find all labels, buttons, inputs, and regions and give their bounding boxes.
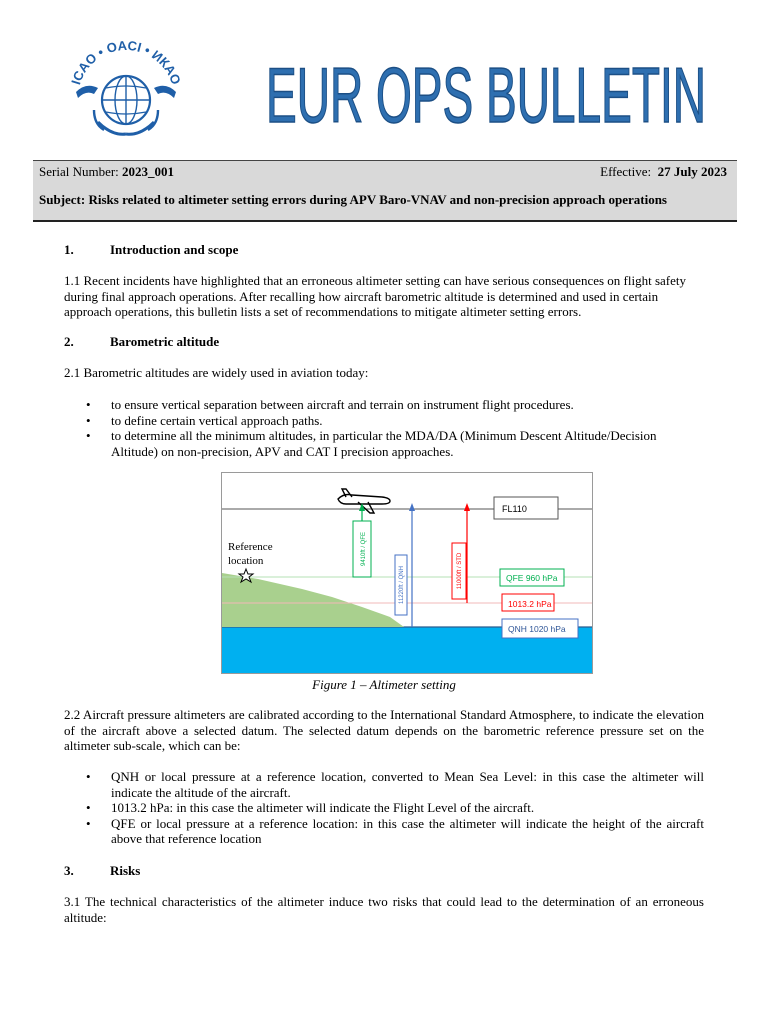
reference-label-line1: Reference (228, 541, 273, 553)
bullet-list-datums (84, 769, 704, 847)
list-item: • QNH or local pressure at a reference location, converted to Mean Sea Level: in this case the altimeter will indicate the altitude of the aircraft. (84, 769, 704, 800)
effective-date: Effective: 27 July 2023 (600, 164, 727, 179)
paragraph-2-1: 2.1 Barometric altitudes are widely used in aviation today: (64, 365, 369, 380)
list-item: • to ensure vertical separation between aircraft and terrain on instrument flight procedures. (84, 397, 704, 413)
qfe-value-label: 9410ft / QFE (361, 531, 367, 567)
icao-logo (64, 36, 188, 144)
fl110-label: FL110 (502, 504, 527, 514)
svg-text:EUR OPS BULLETIN: EUR OPS BULLETIN (266, 56, 706, 136)
std-value-label: 11000ft / STD (457, 552, 463, 590)
altimeter-figure (221, 472, 593, 674)
serial-band (33, 160, 737, 222)
list-item: • 1013.2 hPa: in this case the altimeter will indicate the Flight Level of the aircraft. (84, 800, 704, 816)
bulletin-title (260, 56, 720, 136)
list-item: • to define certain vertical approach paths. (84, 413, 704, 429)
reference-label-line2: location (228, 555, 264, 567)
figure-caption: Figure 1 – Altimeter setting (312, 677, 456, 692)
paragraph-3-1: 3.1 The technical characteristics of the altimeter induce two risks that could lead to the determination of an erroneous altitude: (64, 894, 704, 925)
section-1-heading: 1. Introduction and scope (64, 242, 239, 257)
subject-line: Subject: Risks related to altimeter setting errors during APV Baro-VNAV and non-precision approach operations (39, 192, 667, 207)
qfe-label: QFE 960 hPa (506, 573, 558, 583)
qnh-value-label: 11220ft / QNH (399, 566, 405, 604)
paragraph-1-1: 1.1 Recent incidents have highlighted that an erroneous altimeter setting can have serious consequences on flight safety during final approach operations. After recalling how aircraft barometric altitude is determined and used in certain approach operations, this bulletin lists a set of recommendations to mitigate altimeter setting errors. (64, 273, 687, 319)
list-item: • to determine all the minimum altitudes, in particular the MDA/DA (Minimum Descent Altitude/Decision Altitude) on non-precision, APV and CAT I precision approaches. (84, 428, 704, 459)
section-3-heading: 3. Risks (64, 863, 141, 878)
serial-number: Serial Number: 2023_001 (39, 164, 175, 179)
std-label: 1013.2 hPa (508, 599, 552, 609)
list-item: • QFE or local pressure at a reference location: in this case the altimeter will indicate the height of the aircraft above that reference location (84, 816, 704, 847)
bullet-list-uses (84, 397, 704, 459)
altimeter-diagram (222, 473, 592, 673)
section-2-heading: 2. Barometric altitude (64, 334, 220, 349)
logo-text: ICAO • OACI • ИКАО (68, 37, 184, 87)
qnh-label: QNH 1020 hPa (508, 624, 566, 634)
paragraph-2-2: 2.2 Aircraft pressure altimeters are calibrated according to the International Standard Atmosphere, to indicate the elevation of the aircraft above a selected datum. The selected datum depends on the barometric reference pressure set on the altimeter sub-scale, which can be: (64, 707, 704, 753)
